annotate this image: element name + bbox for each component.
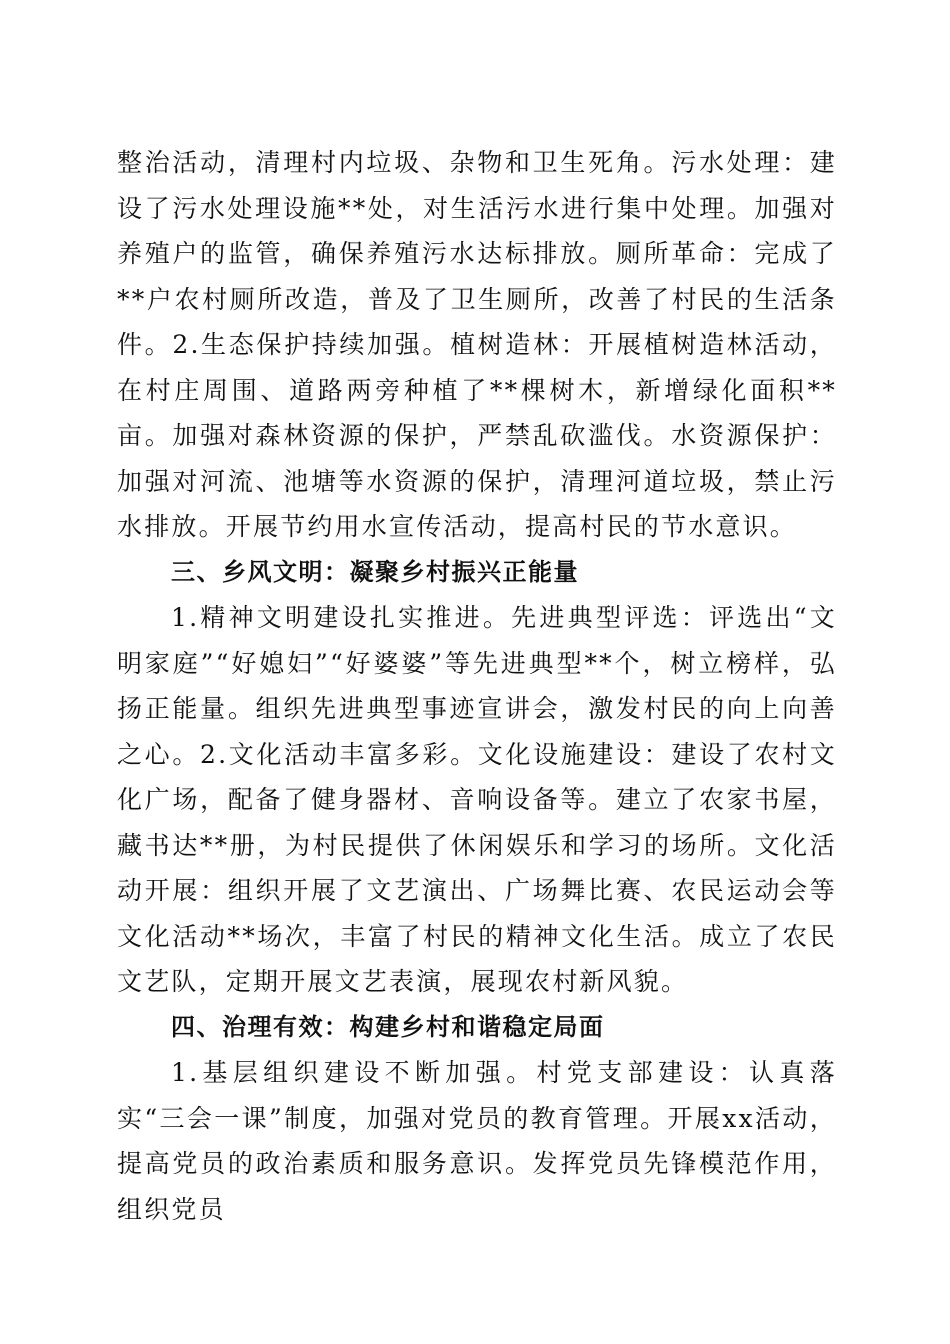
body-paragraph: 1.基层组织建设不断加强。村党支部建设：认真落实“三会一课”制度，加强对党员的教育管理。开展xx活动，提高党员的政治素质和服务意识。发挥党员先锋模范作用，组织党员: [117, 1058, 837, 1224]
section-heading: 三、乡风文明：凝聚乡村振兴正能量: [171, 557, 579, 586]
document-body: [117, 140, 837, 1232]
body-paragraph: 1.精神文明建设扎实推进。先进典型评选：评选出“文明家庭”“好媳妇”“好婆婆”等先进典型**个，树立榜样，弘扬正能量。组织先进典型事迹宣讲会，激发村民的向上向善之心。2.文化活动丰富多彩。文化设施建设：建设了农村文化广场，配备了健身器材、音响设备等。建立了农家书屋，藏书达**册，为村民提供了休闲娱乐和学习的场所。文化活动开展：组织开展了文艺演出、广场舞比赛、农民运动会等文化活动**场次，丰富了村民的精神文化生活。成立了农民文艺队，定期开展文艺表演，展现农村新风貌。: [117, 603, 837, 996]
section-heading: 四、治理有效：构建乡村和谐稳定局面: [171, 1012, 605, 1041]
body-paragraph: 整治活动，清理村内垃圾、杂物和卫生死角。污水处理：建设了污水处理设施**处，对生活污水进行集中处理。加强对养殖户的监管，确保养殖污水达标排放。厕所革命：完成了**户农村厕所改造，普及了卫生厕所，改善了村民的生活条件。2.生态保护持续加强。植树造林：开展植树造林活动，在村庄周围、道路两旁种植了**棵树木，新增绿化面积**亩。加强对森林资源的保护，严禁乱砍滥伐。水资源保护：加强对河流、池塘等水资源的保护，清理河道垃圾，禁止污水排放。开展节约用水宣传活动，提高村民的节水意识。: [117, 148, 837, 541]
